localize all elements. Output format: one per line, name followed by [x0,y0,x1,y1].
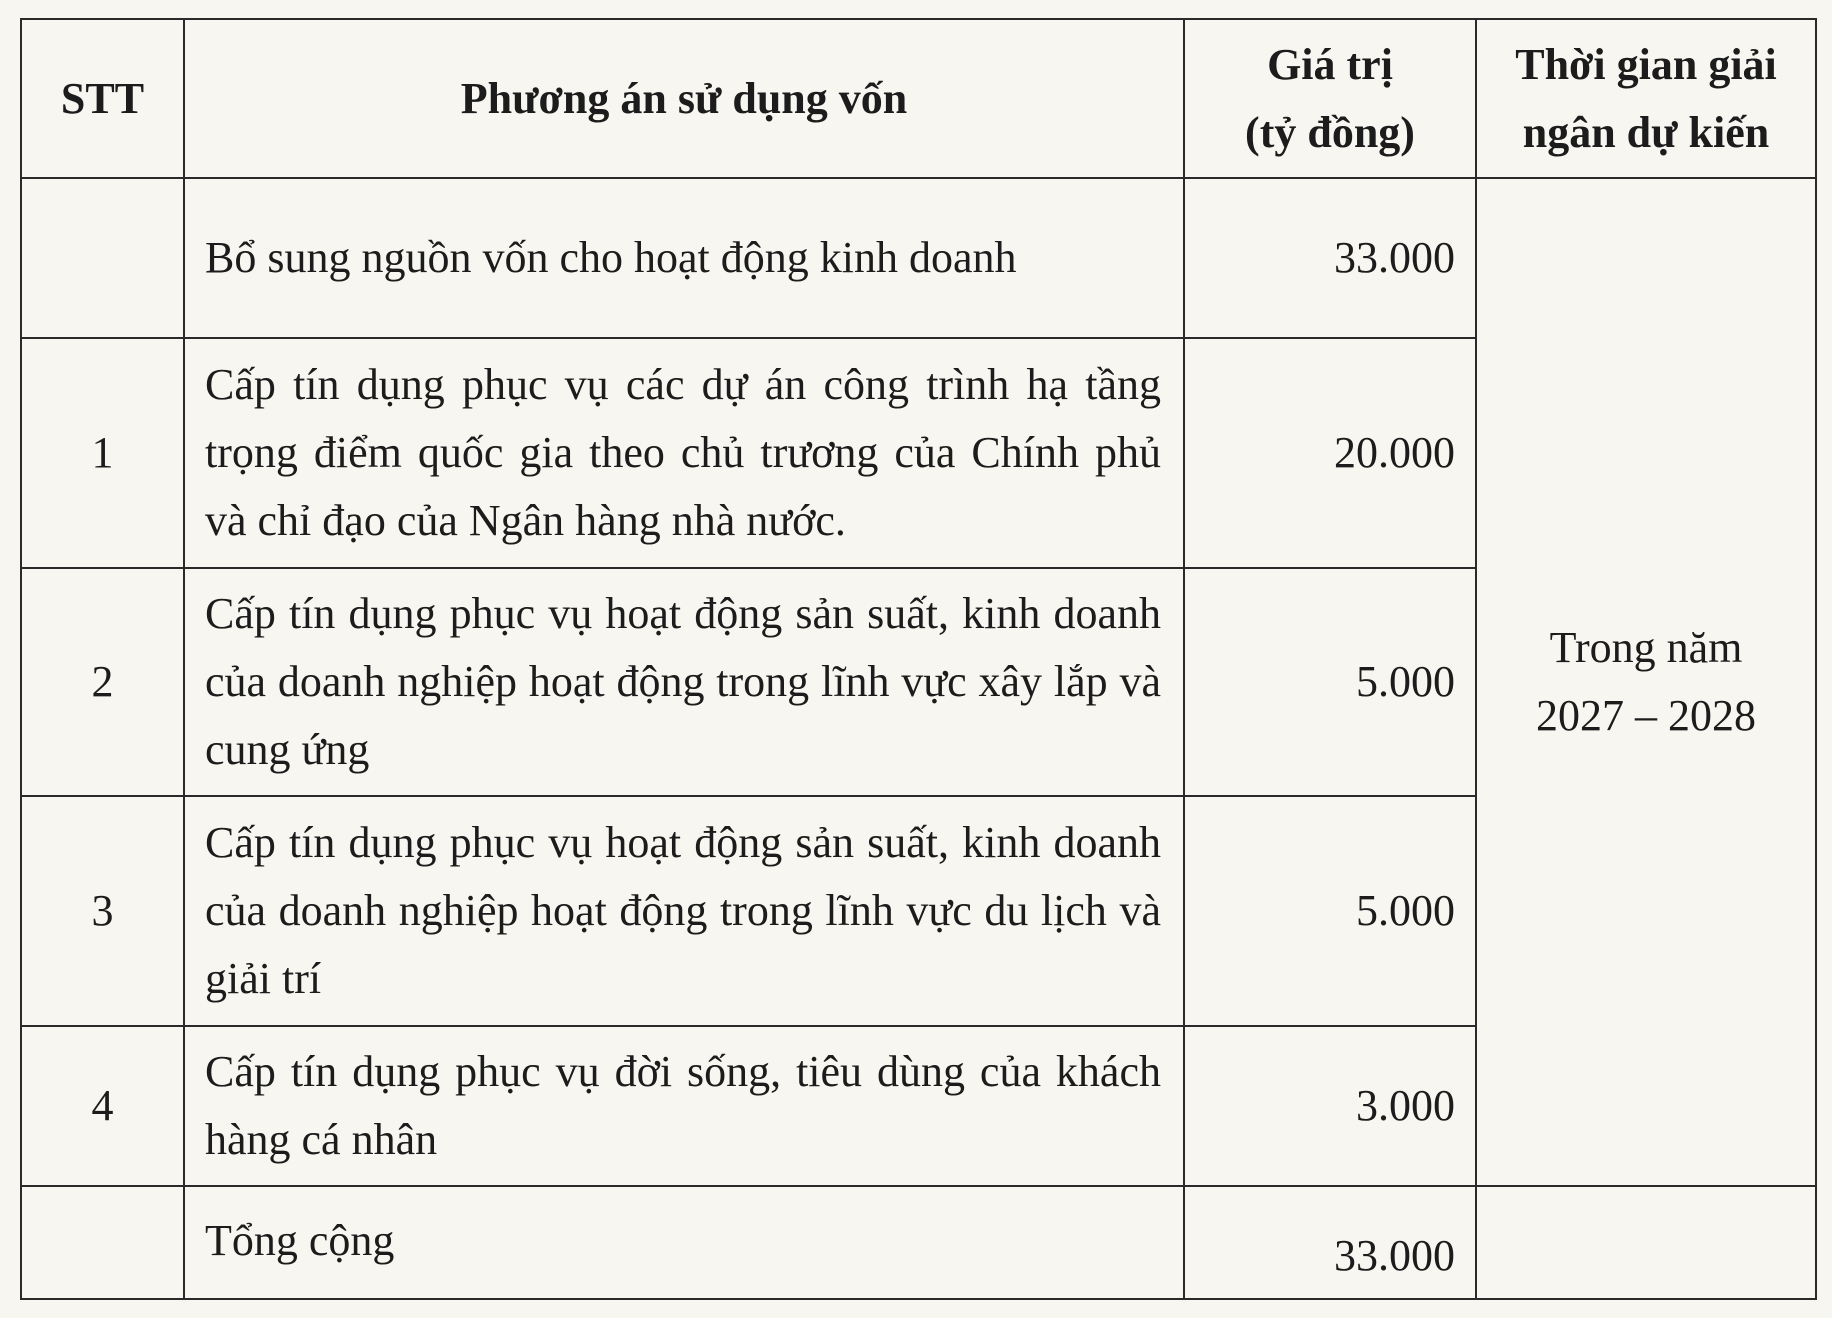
row-stt: 4 [21,1026,184,1186]
row-plan: Cấp tín dụng phục vụ đời sống, tiêu dùng của khách hàng cá nhân [184,1026,1184,1186]
disbursement-time-line1: Trong năm [1549,623,1743,672]
header-value [1184,19,1476,178]
header-value-line1: Giá trị [1267,39,1393,89]
row-main-value: 33.000 [1184,178,1476,338]
capital-use-table [20,18,1817,1300]
row-stt: 1 [21,338,184,568]
row-plan: Cấp tín dụng phục vụ hoạt động sản suất, kinh doanh của doanh nghiệp hoạt động trong lĩnh vực xây lắp và cung ứng [184,568,1184,796]
table-row-total [21,1186,1816,1299]
row-main-plan: Bổ sung nguồn vốn cho hoạt động kinh doanh [184,178,1184,338]
row-value: 3.000 [1184,1026,1476,1186]
table-header-row [21,19,1816,178]
total-value: 33.000 [1184,1186,1476,1299]
row-main-stt [21,178,184,338]
row-stt: 2 [21,568,184,796]
disbursement-time-cell [1476,178,1816,1186]
row-value: 5.000 [1184,568,1476,796]
header-time [1476,19,1816,178]
total-time [1476,1186,1816,1299]
total-label: Tổng cộng [184,1186,1184,1299]
header-time-line2: ngân dự kiến [1522,107,1770,157]
header-plan-label: Phương án sử dụng vốn [460,73,908,123]
disbursement-time-line2: 2027 – 2028 [1536,691,1756,740]
header-stt [21,19,184,178]
total-stt [21,1186,184,1299]
header-value-line2: (tỷ đồng) [1245,107,1415,157]
row-plan: Cấp tín dụng phục vụ hoạt động sản suất, kinh doanh của doanh nghiệp hoạt động trong lĩnh vực du lịch và giải trí [184,796,1184,1026]
header-stt-label: STT [60,73,145,123]
row-plan: Cấp tín dụng phục vụ các dự án công trình hạ tầng trọng điểm quốc gia theo chủ trương của Chính phủ và chỉ đạo của Ngân hàng nhà nước. [184,338,1184,568]
row-value: 5.000 [1184,796,1476,1026]
table-row-main [21,178,1816,338]
header-time-line1: Thời gian giải [1515,39,1777,89]
row-value: 20.000 [1184,338,1476,568]
header-plan [184,19,1184,178]
row-stt: 3 [21,796,184,1026]
